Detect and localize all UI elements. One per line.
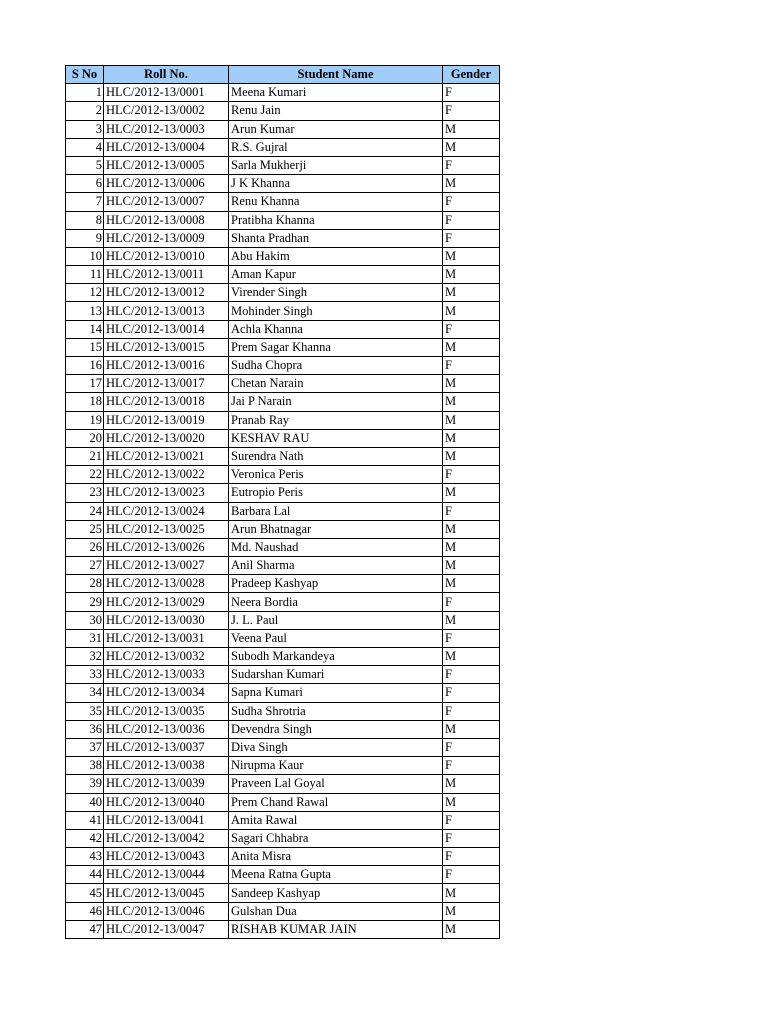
student-name-cell: RISHAB KUMAR JAIN: [229, 920, 443, 938]
table-row: [66, 520, 500, 538]
table-row: [66, 338, 500, 356]
gender-cell: F: [443, 320, 500, 338]
student-name-cell: Abu Hakim: [229, 247, 443, 265]
student-name-cell: Barbara Lal: [229, 502, 443, 520]
table-row: [66, 84, 500, 102]
gender-cell: M: [443, 557, 500, 575]
sno-cell: 17: [66, 375, 104, 393]
roll-no-cell: HLC/2012-13/0002: [104, 102, 229, 120]
table-row: [66, 557, 500, 575]
table-row: [66, 175, 500, 193]
roll-no-cell: HLC/2012-13/0043: [104, 848, 229, 866]
gender-cell: F: [443, 211, 500, 229]
roll-no-cell: HLC/2012-13/0042: [104, 829, 229, 847]
roll-no-cell: HLC/2012-13/0009: [104, 229, 229, 247]
table-row: [66, 538, 500, 556]
student-name-cell: Devendra Singh: [229, 720, 443, 738]
sno-cell: 29: [66, 593, 104, 611]
roll-no-cell: HLC/2012-13/0036: [104, 720, 229, 738]
roll-no-cell: HLC/2012-13/0026: [104, 538, 229, 556]
gender-cell: F: [443, 156, 500, 174]
sno-cell: 20: [66, 429, 104, 447]
student-name-cell: Anita Misra: [229, 848, 443, 866]
student-name-cell: Virender Singh: [229, 284, 443, 302]
header-row: [66, 66, 500, 84]
roll-no-cell: HLC/2012-13/0039: [104, 775, 229, 793]
student-name-cell: Arun Bhatnagar: [229, 520, 443, 538]
roll-no-cell: HLC/2012-13/0035: [104, 702, 229, 720]
sno-cell: 14: [66, 320, 104, 338]
roll-no-cell: HLC/2012-13/0019: [104, 411, 229, 429]
gender-cell: F: [443, 666, 500, 684]
sno-cell: 7: [66, 193, 104, 211]
sno-cell: 18: [66, 393, 104, 411]
gender-cell: F: [443, 866, 500, 884]
roll-no-cell: HLC/2012-13/0028: [104, 575, 229, 593]
table-row: [66, 247, 500, 265]
table-body: [66, 84, 500, 939]
roll-no-cell: HLC/2012-13/0004: [104, 138, 229, 156]
student-name-cell: R.S. Gujral: [229, 138, 443, 156]
gender-cell: F: [443, 702, 500, 720]
sno-cell: 44: [66, 866, 104, 884]
table-row: [66, 466, 500, 484]
gender-cell: F: [443, 84, 500, 102]
sno-cell: 26: [66, 538, 104, 556]
sno-cell: 42: [66, 829, 104, 847]
student-name-cell: Veena Paul: [229, 629, 443, 647]
sno-cell: 9: [66, 229, 104, 247]
sno-cell: 10: [66, 247, 104, 265]
roll-no-cell: HLC/2012-13/0007: [104, 193, 229, 211]
table-row: [66, 666, 500, 684]
roll-no-cell: HLC/2012-13/0031: [104, 629, 229, 647]
roll-no-cell: HLC/2012-13/0038: [104, 757, 229, 775]
student-name-cell: Chetan Narain: [229, 375, 443, 393]
student-name-cell: Praveen Lal Goyal: [229, 775, 443, 793]
sno-cell: 46: [66, 902, 104, 920]
student-name-cell: Sudarshan Kumari: [229, 666, 443, 684]
student-roll-table: [65, 65, 500, 939]
sno-cell: 4: [66, 138, 104, 156]
student-name-cell: Aman Kapur: [229, 266, 443, 284]
student-name-cell: Meena Kumari: [229, 84, 443, 102]
student-name-cell: Amita Rawal: [229, 811, 443, 829]
gender-cell: F: [443, 757, 500, 775]
gender-cell: F: [443, 102, 500, 120]
roll-no-cell: HLC/2012-13/0027: [104, 557, 229, 575]
gender-cell: M: [443, 538, 500, 556]
sno-cell: 21: [66, 447, 104, 465]
table-row: [66, 866, 500, 884]
table-row: [66, 629, 500, 647]
table-row: [66, 593, 500, 611]
gender-cell: F: [443, 357, 500, 375]
table-row: [66, 284, 500, 302]
sno-cell: 25: [66, 520, 104, 538]
gender-cell: M: [443, 520, 500, 538]
student-name-cell: Jai P Narain: [229, 393, 443, 411]
table-row: [66, 156, 500, 174]
roll-no-cell: HLC/2012-13/0003: [104, 120, 229, 138]
sno-cell: 35: [66, 702, 104, 720]
roll-no-cell: HLC/2012-13/0006: [104, 175, 229, 193]
gender-cell: F: [443, 738, 500, 756]
student-name-cell: Anil Sharma: [229, 557, 443, 575]
gender-cell: M: [443, 175, 500, 193]
table-row: [66, 793, 500, 811]
table-header: [66, 66, 500, 84]
roll-no-cell: HLC/2012-13/0012: [104, 284, 229, 302]
header-student-name: Student Name: [229, 66, 443, 84]
sno-cell: 39: [66, 775, 104, 793]
gender-cell: M: [443, 284, 500, 302]
roll-no-cell: HLC/2012-13/0041: [104, 811, 229, 829]
sno-cell: 3: [66, 120, 104, 138]
gender-cell: F: [443, 829, 500, 847]
student-name-cell: Prem Sagar Khanna: [229, 338, 443, 356]
roll-no-cell: HLC/2012-13/0022: [104, 466, 229, 484]
sno-cell: 2: [66, 102, 104, 120]
gender-cell: F: [443, 593, 500, 611]
student-name-cell: Sandeep Kashyap: [229, 884, 443, 902]
table-row: [66, 502, 500, 520]
gender-cell: F: [443, 229, 500, 247]
gender-cell: M: [443, 120, 500, 138]
table-row: [66, 229, 500, 247]
gender-cell: M: [443, 393, 500, 411]
table-row: [66, 775, 500, 793]
gender-cell: M: [443, 720, 500, 738]
student-name-cell: Pranab Ray: [229, 411, 443, 429]
sno-cell: 5: [66, 156, 104, 174]
table-row: [66, 429, 500, 447]
gender-cell: M: [443, 775, 500, 793]
student-name-cell: Sudha Chopra: [229, 357, 443, 375]
gender-cell: M: [443, 484, 500, 502]
roll-no-cell: HLC/2012-13/0018: [104, 393, 229, 411]
roll-no-cell: HLC/2012-13/0030: [104, 611, 229, 629]
sno-cell: 13: [66, 302, 104, 320]
roll-no-cell: HLC/2012-13/0034: [104, 684, 229, 702]
table-row: [66, 102, 500, 120]
roll-no-cell: HLC/2012-13/0023: [104, 484, 229, 502]
gender-cell: M: [443, 648, 500, 666]
sno-cell: 32: [66, 648, 104, 666]
gender-cell: M: [443, 338, 500, 356]
table-row: [66, 829, 500, 847]
sno-cell: 12: [66, 284, 104, 302]
gender-cell: M: [443, 302, 500, 320]
roll-no-cell: HLC/2012-13/0005: [104, 156, 229, 174]
sno-cell: 15: [66, 338, 104, 356]
table-row: [66, 611, 500, 629]
table-row: [66, 266, 500, 284]
student-name-cell: Prem Chand Rawal: [229, 793, 443, 811]
sno-cell: 40: [66, 793, 104, 811]
student-name-cell: Pratibha Khanna: [229, 211, 443, 229]
gender-cell: M: [443, 611, 500, 629]
sno-cell: 23: [66, 484, 104, 502]
student-name-cell: Achla Khanna: [229, 320, 443, 338]
table-row: [66, 320, 500, 338]
table-row: [66, 120, 500, 138]
student-name-cell: Diva Singh: [229, 738, 443, 756]
gender-cell: M: [443, 793, 500, 811]
student-name-cell: Gulshan Dua: [229, 902, 443, 920]
header-gender: Gender: [443, 66, 500, 84]
sno-cell: 47: [66, 920, 104, 938]
student-name-cell: Meena Ratna Gupta: [229, 866, 443, 884]
gender-cell: M: [443, 429, 500, 447]
table-row: [66, 848, 500, 866]
roll-no-cell: HLC/2012-13/0010: [104, 247, 229, 265]
student-name-cell: Sudha Shrotria: [229, 702, 443, 720]
table-row: [66, 484, 500, 502]
student-name-cell: Neera Bordia: [229, 593, 443, 611]
roll-no-cell: HLC/2012-13/0037: [104, 738, 229, 756]
table-row: [66, 684, 500, 702]
roll-no-cell: HLC/2012-13/0029: [104, 593, 229, 611]
table-row: [66, 902, 500, 920]
roll-no-cell: HLC/2012-13/0008: [104, 211, 229, 229]
gender-cell: M: [443, 575, 500, 593]
table-row: [66, 211, 500, 229]
roll-no-cell: HLC/2012-13/0015: [104, 338, 229, 356]
roll-no-cell: HLC/2012-13/0040: [104, 793, 229, 811]
table-row: [66, 138, 500, 156]
gender-cell: F: [443, 629, 500, 647]
roll-no-cell: HLC/2012-13/0013: [104, 302, 229, 320]
sno-cell: 22: [66, 466, 104, 484]
gender-cell: F: [443, 684, 500, 702]
student-name-cell: Sarla Mukherji: [229, 156, 443, 174]
student-name-cell: Nirupma Kaur: [229, 757, 443, 775]
gender-cell: F: [443, 193, 500, 211]
table-row: [66, 447, 500, 465]
sno-cell: 33: [66, 666, 104, 684]
student-name-cell: Sapna Kumari: [229, 684, 443, 702]
student-name-cell: Eutropio Peris: [229, 484, 443, 502]
sno-cell: 8: [66, 211, 104, 229]
roll-no-cell: HLC/2012-13/0025: [104, 520, 229, 538]
gender-cell: M: [443, 247, 500, 265]
gender-cell: F: [443, 811, 500, 829]
roll-no-cell: HLC/2012-13/0046: [104, 902, 229, 920]
gender-cell: M: [443, 138, 500, 156]
student-name-cell: Surendra Nath: [229, 447, 443, 465]
roll-no-cell: HLC/2012-13/0017: [104, 375, 229, 393]
gender-cell: M: [443, 920, 500, 938]
roll-no-cell: HLC/2012-13/0020: [104, 429, 229, 447]
student-name-cell: Md. Naushad: [229, 538, 443, 556]
roll-no-cell: HLC/2012-13/0045: [104, 884, 229, 902]
gender-cell: M: [443, 375, 500, 393]
sno-cell: 43: [66, 848, 104, 866]
sno-cell: 31: [66, 629, 104, 647]
roll-no-cell: HLC/2012-13/0044: [104, 866, 229, 884]
table-row: [66, 720, 500, 738]
student-name-cell: Arun Kumar: [229, 120, 443, 138]
sno-cell: 16: [66, 357, 104, 375]
student-name-cell: KESHAV RAU: [229, 429, 443, 447]
sno-cell: 41: [66, 811, 104, 829]
gender-cell: M: [443, 884, 500, 902]
student-name-cell: J. L. Paul: [229, 611, 443, 629]
table-row: [66, 920, 500, 938]
student-name-cell: Shanta Pradhan: [229, 229, 443, 247]
student-name-cell: Sagari Chhabra: [229, 829, 443, 847]
roll-no-cell: HLC/2012-13/0024: [104, 502, 229, 520]
table-row: [66, 738, 500, 756]
roll-no-cell: HLC/2012-13/0033: [104, 666, 229, 684]
gender-cell: F: [443, 466, 500, 484]
sno-cell: 28: [66, 575, 104, 593]
sno-cell: 38: [66, 757, 104, 775]
table-row: [66, 357, 500, 375]
gender-cell: M: [443, 902, 500, 920]
student-name-cell: Renu Khanna: [229, 193, 443, 211]
table-row: [66, 375, 500, 393]
roll-no-cell: HLC/2012-13/0011: [104, 266, 229, 284]
table-row: [66, 884, 500, 902]
table-row: [66, 302, 500, 320]
roll-no-cell: HLC/2012-13/0014: [104, 320, 229, 338]
student-name-cell: J K Khanna: [229, 175, 443, 193]
sno-cell: 27: [66, 557, 104, 575]
gender-cell: M: [443, 266, 500, 284]
sno-cell: 1: [66, 84, 104, 102]
roll-no-cell: HLC/2012-13/0001: [104, 84, 229, 102]
table-row: [66, 411, 500, 429]
student-name-cell: Mohinder Singh: [229, 302, 443, 320]
sno-cell: 6: [66, 175, 104, 193]
sno-cell: 30: [66, 611, 104, 629]
gender-cell: M: [443, 411, 500, 429]
student-name-cell: Pradeep Kashyap: [229, 575, 443, 593]
student-name-cell: Renu Jain: [229, 102, 443, 120]
table-row: [66, 393, 500, 411]
sno-cell: 36: [66, 720, 104, 738]
table-row: [66, 575, 500, 593]
header-roll-no: Roll No.: [104, 66, 229, 84]
student-name-cell: Subodh Markandeya: [229, 648, 443, 666]
table-row: [66, 811, 500, 829]
header-sno: S No: [66, 66, 104, 84]
sno-cell: 11: [66, 266, 104, 284]
roll-no-cell: HLC/2012-13/0016: [104, 357, 229, 375]
table-row: [66, 193, 500, 211]
sno-cell: 19: [66, 411, 104, 429]
roll-no-cell: HLC/2012-13/0032: [104, 648, 229, 666]
gender-cell: F: [443, 502, 500, 520]
sno-cell: 24: [66, 502, 104, 520]
table-row: [66, 648, 500, 666]
table-row: [66, 757, 500, 775]
gender-cell: M: [443, 447, 500, 465]
sno-cell: 34: [66, 684, 104, 702]
sno-cell: 37: [66, 738, 104, 756]
roll-no-cell: HLC/2012-13/0047: [104, 920, 229, 938]
table-row: [66, 702, 500, 720]
sno-cell: 45: [66, 884, 104, 902]
roll-no-cell: HLC/2012-13/0021: [104, 447, 229, 465]
gender-cell: F: [443, 848, 500, 866]
student-name-cell: Veronica Peris: [229, 466, 443, 484]
